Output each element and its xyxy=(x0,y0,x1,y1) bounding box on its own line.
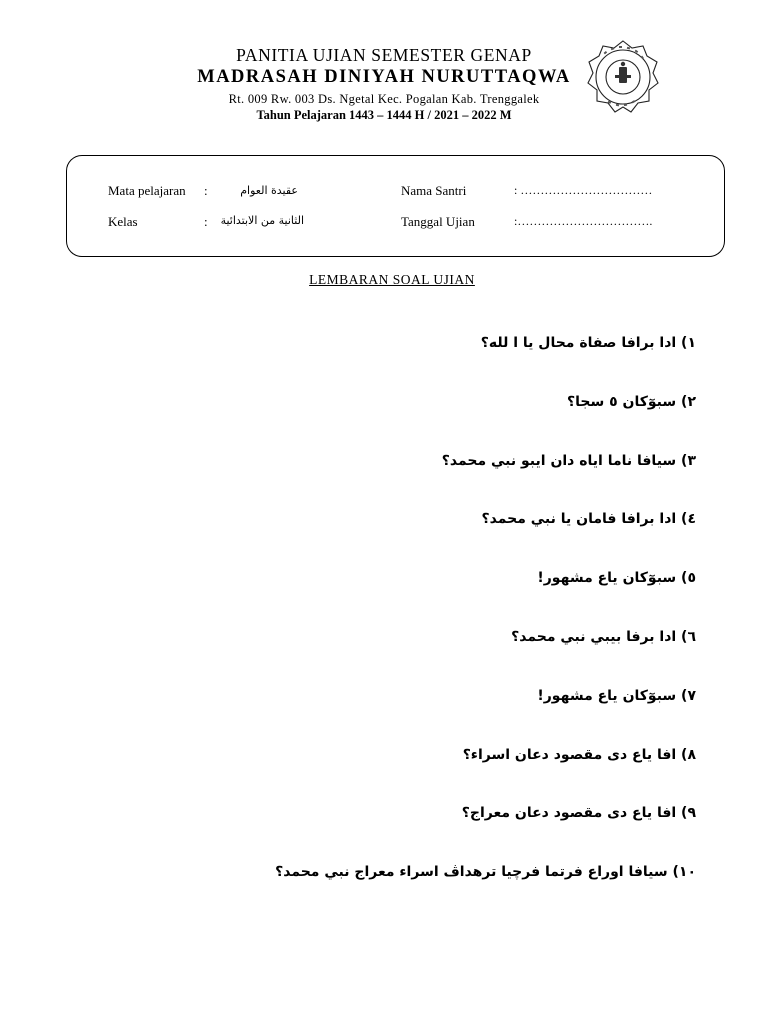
subject-value: عقيدة العوام xyxy=(240,184,298,197)
question-item: ٩) افا ياع دى مقصود دعان معراج؟ xyxy=(461,805,696,822)
student-name-label: Nama Santri xyxy=(401,183,467,198)
subject-separator: : xyxy=(204,183,208,198)
question-item: ٧) سبوٓكان ياع مشهور! xyxy=(537,687,696,704)
subject-label: Mata pelajaran xyxy=(108,183,186,198)
sheet-title: LEMBARAN SOAL UJIAN xyxy=(309,272,475,287)
question-item: ٤) ادا برافا فامان يا نبي محمد؟ xyxy=(481,511,696,528)
question-list xyxy=(96,335,696,923)
exam-date-label: Tanggal Ujian xyxy=(401,214,475,229)
question-item: ١) ادا برافا صفاة محال يا ا لله؟ xyxy=(480,335,696,351)
class-label: Kelas xyxy=(108,214,138,229)
committee-title: PANITIA UJIAN SEMESTER GENAP xyxy=(236,45,532,65)
school-stamp-logo xyxy=(586,38,660,120)
school-name: MADRASAH DINIYAH NURUTTAQWA xyxy=(197,67,571,87)
academic-year: Tahun Pelajaran 1443 – 1444 H / 2021 – 2022 M xyxy=(256,108,512,122)
question-item: ٣) سيافا ناما اياه دان ايبو نبي محمد؟ xyxy=(441,452,696,469)
question-item: ٨) افا ياع دى مقصود دعان اسراء؟ xyxy=(462,746,696,763)
class-value: الثانية من الابتدائية xyxy=(220,214,304,227)
student-name-field[interactable]: : …………………………… xyxy=(514,183,653,197)
question-item: ٦) ادا برفا بيبي نبي محمد؟ xyxy=(511,628,696,645)
question-item: ١٠) سيافا اوراع فرتما فرچيا ترهداڤ اسراء معراج نبي محمد؟ xyxy=(275,864,696,881)
exam-date-field[interactable]: :……………………………. xyxy=(514,214,653,228)
question-item: ٥) سبوٓكان ياع مشهور! xyxy=(537,570,696,587)
question-item: ٢) سبوٓكان ٥ سجا؟ xyxy=(567,393,696,410)
school-address: Rt. 009 Rw. 003 Ds. Ngetal Kec. Pogalan Kab. Trenggalek xyxy=(228,92,540,106)
class-separator: : xyxy=(204,214,208,229)
student-info-box xyxy=(66,155,725,257)
